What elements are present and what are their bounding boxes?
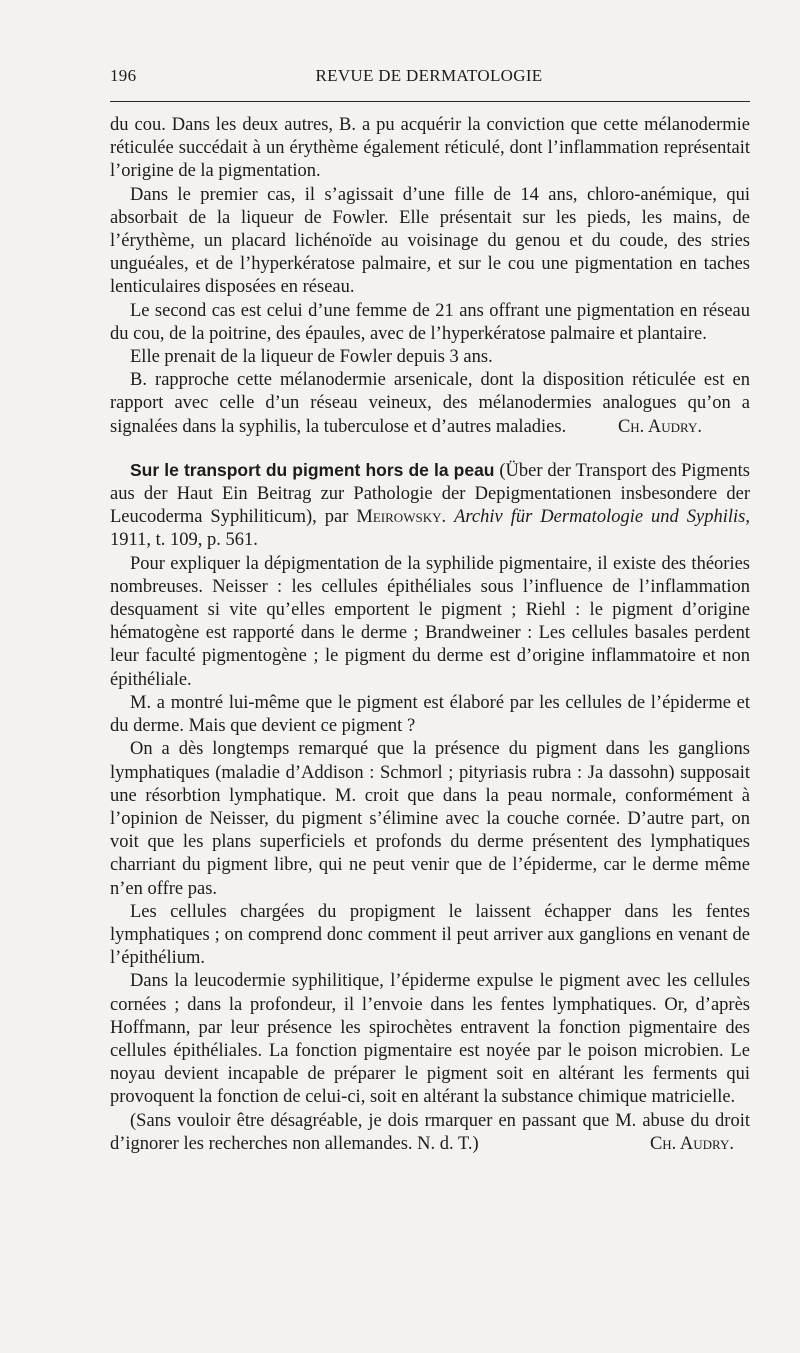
running-head xyxy=(110,66,748,88)
review2-citation-c: , 1911, t. 109, p. 561. xyxy=(110,507,751,551)
review1-paragraph-4: Elle prenait de la liqueur de Fowler depuis 3 ans. xyxy=(130,347,493,368)
review2-paragraph-4: Les cellules chargées du propigment le laissent échapper dans les fentes lymphatiques ; on comprend donc comment il peut arriver aux ganglions en venant de l’épithélium. xyxy=(110,901,750,969)
review1-paragraph-1: du cou. Dans les deux autres, B. a pu acquérir la conviction que cette mélanodermie réticulée succédait à un érythème également réticulé, dont l’inflammation représentait l’origine de la pigmentation. xyxy=(110,115,750,182)
journal-title: REVUE DE DERMATOLOGIE xyxy=(315,66,543,85)
review2-title: Sur le transport du pigment hors de la peau xyxy=(130,459,495,480)
review2-citation-b: . xyxy=(441,507,455,528)
header-rule xyxy=(110,101,750,102)
review2-paragraph-5: Dans la leucodermie syphilitique, l’épiderme expulse le pigment avec les cellules cornées ; dans la profondeur, il l’envoie dans les fentes lymphatiques. Or, d’après Hoffmann, par leur présence les spirochètes entravent la fonction pigmentaire des cellules épithéliales. La fonction pigmentaire est noyée par le poison microbien. Le noyau devient incapable de préparer le pigment soit en altérant les ferments qui provoquent la fonction de celui-ci, soit en altérant la substance chimique matricielle. xyxy=(110,971,750,1108)
review2-citation-a: (Über der Transport des Pigments aus der Haut Ein Beitrag zur Pathologie der Depigmentationen insbesondere der Leucoderma Syphiliticum), par xyxy=(110,460,750,528)
review2-note-text: (Sans vouloir être désagréable, je dois rmarquer en passant que M. abuse du droit d’ignorer les recherches non allemandes. N. d. T.) xyxy=(110,1110,750,1154)
review2-final-note xyxy=(110,1110,750,1156)
page-body xyxy=(110,114,750,1156)
review2-paragraph-1: Pour expliquer la dépigmentation de la syphilide pigmentaire, il existe des théories nombreuses. Neisser : les cellules épithéliales sous l’influence de l’inflammation desquament si vite qu’elles emportent le pigment ; Riehl : le pigment d’origine hématogène est rapporté dans le derme ; Brandweiner : Les cellules basales perdent leur faculté pigmentogène ; le pigment du derme est d’origine inflammatoire et non épithéliale. xyxy=(110,553,750,690)
review2-citation xyxy=(110,459,750,553)
review2-paragraph-2: M. a montré lui-même que le pigment est élaboré par les cellules de l’épiderme et du derme. Mais que devient ce pigment ? xyxy=(110,692,750,737)
review1-signature: Ch. Audry. xyxy=(617,416,702,437)
review2-author: Meirowsky xyxy=(356,507,442,528)
review1-paragraph-2: Dans le premier cas, il s’agissait d’une fille de 14 ans, chloro-anémique, qui absorbait de la liqueur de Fowler. Elle présentait sur les pieds, les mains, de l’érythème, un placard lichénoïde au voisinage du genou et du coude, des stries unguéales, et de l’hyperkératose palmaire, et sur le cou une pigmentation en taches lenticulaires disposées en réseau. xyxy=(110,184,750,298)
section-gap xyxy=(110,439,750,459)
review2-journal: Archiv für Dermatologie und Syphilis xyxy=(454,507,746,528)
review1-paragraph-5: B. rapproche cette mélanodermie arsenicale, dont la disposition réticulée est en rapport avec celle d’un réseau veineux, des mélanodermies analogues qu’on a signalées dans la syphilis, la tuberculose et d’autres maladies. xyxy=(110,370,750,437)
review2-paragraph-3: On a dès longtemps remarqué que la présence du pigment dans les ganglions lymphatiques (maladie d’Addison : Schmorl ; pityriasis rubra : Ja dassohn) supposait une résorbtion lymphatique. M. croit que dans la peau normale, conformément à l’opinion de Neisser, du pigment s’élimine avec la couche cornée. D’autre part, on voit que les plans superficiels et profonds du derme présentent des lymphatiques charriant du pigment libre, qui ne peut venir que de l’épiderme, car le derme même n’en offre pas. xyxy=(110,739,750,899)
page-number: 196 xyxy=(110,66,137,85)
review1-paragraph-3: Le second cas est celui d’une femme de 21 ans offrant une pigmentation en réseau du cou, de la poitrine, des épaules, avec de l’hyperkératose palmaire et plantaire. xyxy=(110,300,750,344)
review2-signature: Ch. Audry. xyxy=(649,1133,734,1154)
